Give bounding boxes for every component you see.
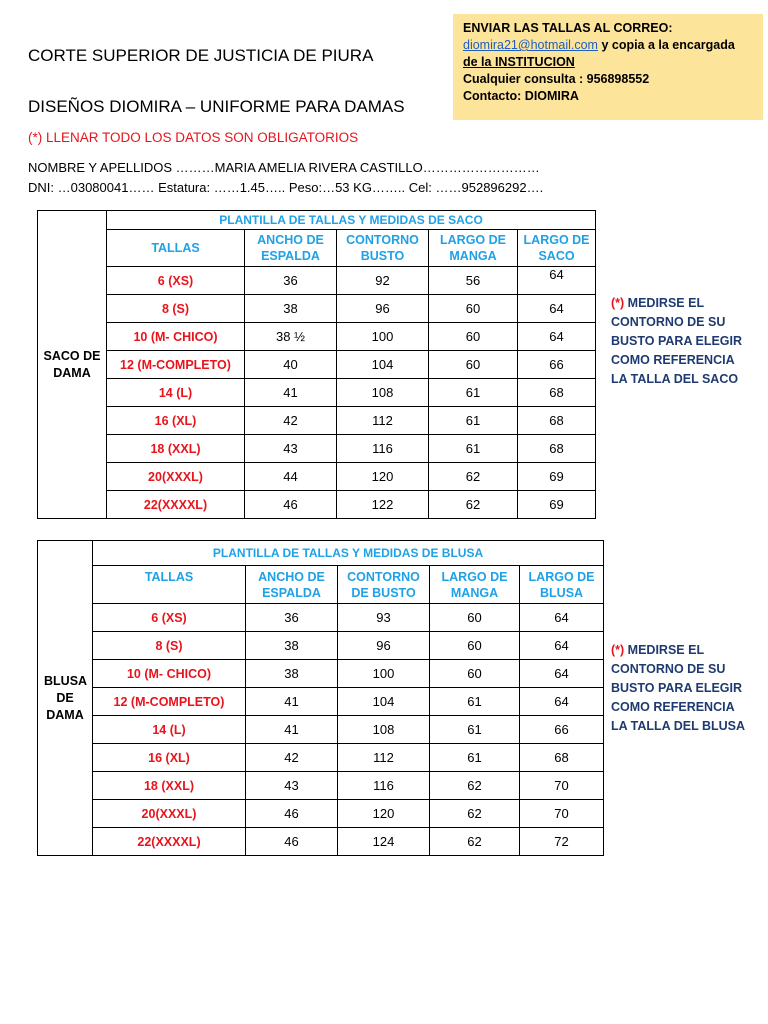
size-cell: 6 (XS) <box>107 267 245 295</box>
blusa-header-largo-manga: LARGO DE MANGA <box>430 566 520 604</box>
saco-note-line-5: LA TALLA DEL SACO <box>611 372 739 386</box>
saco-table <box>37 210 596 519</box>
value-cell: 42 <box>245 407 337 435</box>
notice-line-3: de la INSTITUCION <box>463 55 575 69</box>
value-cell: 61 <box>430 688 520 716</box>
value-cell: 43 <box>245 435 337 463</box>
saco-side-label: SACO DE DAMA <box>38 211 107 519</box>
size-cell: 12 (M-COMPLETO) <box>107 351 245 379</box>
value-cell: 64 <box>518 323 596 351</box>
value-cell: 38 ½ <box>245 323 337 351</box>
table-row <box>38 772 604 800</box>
value-cell: 64 <box>520 604 604 632</box>
value-cell: 120 <box>338 800 430 828</box>
table-row <box>38 407 596 435</box>
size-cell: 10 (M- CHICO) <box>93 660 246 688</box>
saco-header-tallas: TALLAS <box>107 230 245 267</box>
size-cell: 16 (XL) <box>93 744 246 772</box>
design-title: DISEÑOS DIOMIRA – UNIFORME PARA DAMAS <box>28 97 405 116</box>
blusa-note-line-1: MEDIRSE EL <box>624 643 705 657</box>
value-cell: 41 <box>246 716 338 744</box>
value-cell: 43 <box>246 772 338 800</box>
value-cell: 60 <box>429 323 518 351</box>
value-cell: 112 <box>338 744 430 772</box>
value-cell: 104 <box>338 688 430 716</box>
value-cell: 93 <box>338 604 430 632</box>
value-cell: 64 <box>518 267 596 295</box>
size-cell: 16 (XL) <box>107 407 245 435</box>
notice-line-4: Cualquier consulta : 956898552 <box>463 72 650 86</box>
value-cell: 38 <box>246 660 338 688</box>
table-row <box>38 632 604 660</box>
name-line: NOMBRE Y APELLIDOS ………MARIA AMELIA RIVERA CASTILLO……………………… <box>28 160 540 175</box>
size-cell: 22(XXXXL) <box>107 491 245 519</box>
value-cell: 116 <box>337 435 429 463</box>
blusa-note-star: (*) <box>611 643 625 657</box>
value-cell: 108 <box>337 379 429 407</box>
saco-note-star: (*) <box>611 296 625 310</box>
table-row <box>38 351 596 379</box>
value-cell: 122 <box>337 491 429 519</box>
value-cell: 112 <box>337 407 429 435</box>
value-cell: 62 <box>430 800 520 828</box>
value-cell: 120 <box>337 463 429 491</box>
table-row <box>38 295 596 323</box>
email-link[interactable]: diomira21@hotmail.com <box>463 38 598 52</box>
value-cell: 61 <box>429 435 518 463</box>
table-row <box>38 744 604 772</box>
value-cell: 36 <box>245 267 337 295</box>
notice-line-2-rest: y copia a la encargada <box>597 38 735 52</box>
size-cell: 14 (L) <box>107 379 245 407</box>
value-cell: 116 <box>338 772 430 800</box>
value-cell: 60 <box>430 632 520 660</box>
table-row <box>38 604 604 632</box>
value-cell: 56 <box>429 267 518 295</box>
table-row <box>38 660 604 688</box>
blusa-note <box>611 641 745 736</box>
table-row <box>38 379 596 407</box>
value-cell: 60 <box>429 351 518 379</box>
email-notice-box <box>453 14 763 120</box>
saco-header-largo-manga: LARGO DE MANGA <box>429 230 518 267</box>
notice-line-2 <box>463 37 753 54</box>
value-cell: 62 <box>429 463 518 491</box>
blusa-note-line-2: CONTORNO DE SU <box>611 662 726 676</box>
value-cell: 64 <box>520 688 604 716</box>
value-cell: 96 <box>338 632 430 660</box>
blusa-header-contorno: CONTORNO DE BUSTO <box>338 566 430 604</box>
size-cell: 8 (S) <box>107 295 245 323</box>
value-cell: 46 <box>246 800 338 828</box>
value-cell: 100 <box>337 323 429 351</box>
value-cell: 69 <box>518 491 596 519</box>
value-cell: 61 <box>429 407 518 435</box>
value-cell: 68 <box>518 379 596 407</box>
saco-header-contorno: CONTORNO BUSTO <box>337 230 429 267</box>
size-cell: 12 (M-COMPLETO) <box>93 688 246 716</box>
saco-header-largo-saco: LARGO DE SACO <box>518 230 596 267</box>
table-row <box>38 828 604 856</box>
court-title: CORTE SUPERIOR DE JUSTICIA DE PIURA <box>28 46 374 65</box>
notice-line-1: ENVIAR LAS TALLAS AL CORREO: <box>463 21 673 35</box>
size-cell: 18 (XXL) <box>107 435 245 463</box>
size-cell: 20(XXXL) <box>107 463 245 491</box>
value-cell: 41 <box>246 688 338 716</box>
value-cell: 62 <box>430 828 520 856</box>
blusa-table <box>37 540 604 856</box>
blusa-side-label: BLUSA DE DAMA <box>38 541 93 856</box>
value-cell: 68 <box>520 744 604 772</box>
value-cell: 41 <box>245 379 337 407</box>
dni-line: DNI: …03080041…… Estatura: ……1.45….. Peso:…53 KG…….. Cel: ……952896292…. <box>28 180 544 195</box>
value-cell: 69 <box>518 463 596 491</box>
table-row <box>38 323 596 351</box>
value-cell: 64 <box>520 660 604 688</box>
blusa-header-tallas: TALLAS <box>93 566 246 604</box>
value-cell: 62 <box>430 772 520 800</box>
value-cell: 68 <box>518 407 596 435</box>
value-cell: 124 <box>338 828 430 856</box>
saco-note-line-4: COMO REFERENCIA <box>611 353 735 367</box>
size-cell: 18 (XXL) <box>93 772 246 800</box>
size-cell: 22(XXXXL) <box>93 828 246 856</box>
value-cell: 36 <box>246 604 338 632</box>
size-cell: 14 (L) <box>93 716 246 744</box>
saco-note <box>611 294 742 389</box>
value-cell: 38 <box>246 632 338 660</box>
value-cell: 61 <box>430 716 520 744</box>
value-cell: 66 <box>520 716 604 744</box>
value-cell: 42 <box>246 744 338 772</box>
value-cell: 92 <box>337 267 429 295</box>
value-cell: 100 <box>338 660 430 688</box>
blusa-header-largo-blusa: LARGO DE BLUSA <box>520 566 604 604</box>
saco-header-ancho: ANCHO DE ESPALDA <box>245 230 337 267</box>
value-cell: 70 <box>520 800 604 828</box>
value-cell: 64 <box>518 295 596 323</box>
table-row <box>38 435 596 463</box>
value-cell: 66 <box>518 351 596 379</box>
notice-line-5: Contacto: DIOMIRA <box>463 89 579 103</box>
table-row <box>38 267 596 295</box>
size-cell: 8 (S) <box>93 632 246 660</box>
value-cell: 60 <box>429 295 518 323</box>
saco-note-line-3: BUSTO PARA ELEGIR <box>611 334 743 348</box>
value-cell: 40 <box>245 351 337 379</box>
size-cell: 20(XXXL) <box>93 800 246 828</box>
table-row <box>38 800 604 828</box>
value-cell: 108 <box>338 716 430 744</box>
value-cell: 96 <box>337 295 429 323</box>
size-cell: 6 (XS) <box>93 604 246 632</box>
value-cell: 44 <box>245 463 337 491</box>
blusa-note-line-4: COMO REFERENCIA <box>611 700 735 714</box>
value-cell: 60 <box>430 660 520 688</box>
saco-note-line-1: MEDIRSE EL <box>624 296 705 310</box>
value-cell: 46 <box>246 828 338 856</box>
size-cell: 10 (M- CHICO) <box>107 323 245 351</box>
value-cell: 61 <box>429 379 518 407</box>
value-cell: 60 <box>430 604 520 632</box>
value-cell: 62 <box>429 491 518 519</box>
value-cell: 61 <box>430 744 520 772</box>
blusa-note-line-5: LA TALLA DEL BLUSA <box>611 719 746 733</box>
table-row <box>38 716 604 744</box>
value-cell: 70 <box>520 772 604 800</box>
blusa-note-line-3: BUSTO PARA ELEGIR <box>611 681 743 695</box>
required-notice: (*) LLENAR TODO LOS DATOS SON OBLIGATORIOS <box>28 130 359 145</box>
value-cell: 46 <box>245 491 337 519</box>
value-cell: 38 <box>245 295 337 323</box>
value-cell: 68 <box>518 435 596 463</box>
value-cell: 104 <box>337 351 429 379</box>
table-row <box>38 491 596 519</box>
blusa-caption: PLANTILLA DE TALLAS Y MEDIDAS DE BLUSA <box>93 541 604 566</box>
saco-note-line-2: CONTORNO DE SU <box>611 315 726 329</box>
table-row <box>38 463 596 491</box>
blusa-header-ancho: ANCHO DE ESPALDA <box>246 566 338 604</box>
saco-caption: PLANTILLA DE TALLAS Y MEDIDAS DE SACO <box>107 211 596 230</box>
value-cell: 72 <box>520 828 604 856</box>
value-cell: 64 <box>520 632 604 660</box>
table-row <box>38 688 604 716</box>
